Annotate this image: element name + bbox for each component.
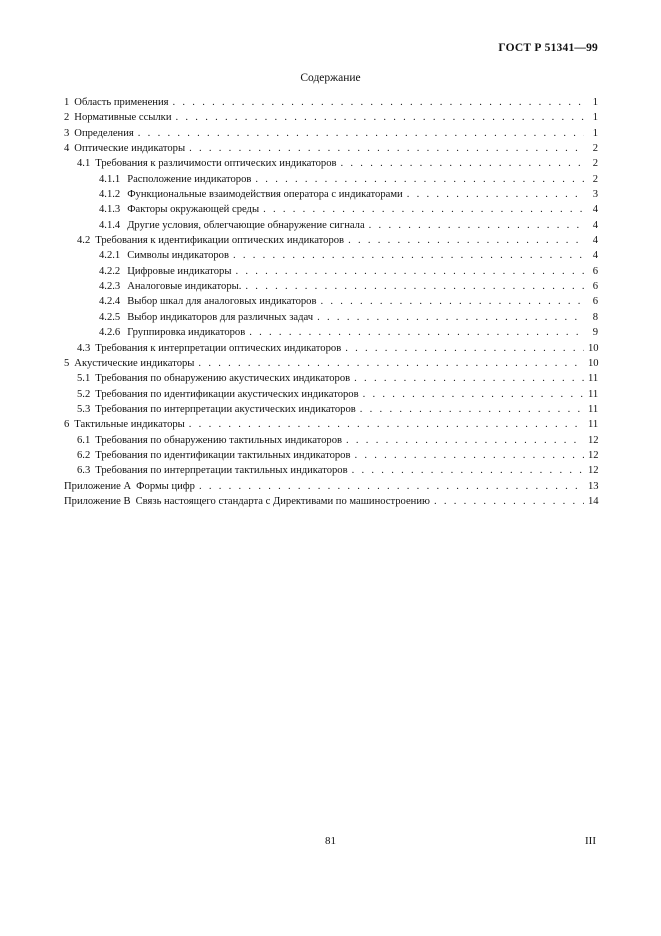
toc-entry-title: Цифровые индикаторы [127,265,232,277]
toc-dot-leader [434,494,584,509]
toc-entry-number: 4.2.4 [99,296,121,308]
toc-entry-page: 1 [592,97,598,108]
toc-entry-number: 6.3 [77,465,91,477]
toc-entry-page: 12 [588,449,599,461]
toc-entry [64,233,598,248]
toc-entry-page: 11 [588,419,599,431]
toc-entry-title: Требования по обнаружению акустических индикаторов [95,373,351,385]
toc-entry [64,479,598,494]
toc-entry [64,141,598,156]
toc-dot-leader [245,279,584,294]
toc-entry-title: Нормативные ссылки [74,112,172,124]
toc-entry [64,494,598,509]
table-of-contents [64,95,598,509]
toc-entry-title: Требования к интерпретации оптических индикаторов [95,342,342,354]
toc-dot-leader [189,417,584,432]
toc-entry [64,110,598,125]
toc-entry-number: 4.2.3 [99,281,121,293]
toc-dot-leader [345,341,584,356]
toc-entry-title: Требования к различимости оптических индикаторов [95,158,337,170]
toc-entry [64,341,598,356]
toc-entry-page: 9 [592,327,598,339]
toc-entry [64,417,598,432]
roman-page-number: III [585,835,596,847]
toc-entry-title: Тактильные индикаторы [74,419,185,431]
toc-entry-title: Требования по идентификации тактильных индикаторов [95,449,351,461]
toc-entry [64,371,598,386]
document-code: ГОСТ Р 51341—99 [498,42,598,54]
toc-entry [64,448,598,463]
toc-dot-leader [176,110,584,125]
page-number: 81 [325,835,336,847]
toc-entry-number: 4.1.1 [99,173,121,185]
toc-dot-leader [189,141,584,156]
toc-dot-leader [255,172,584,187]
toc-entry-number: 4.2.1 [99,250,121,262]
toc-entry-page: 4 [592,204,598,216]
toc-entry-title: Акустические индикаторы [74,357,195,369]
toc-entry-number: 5 [64,357,70,369]
toc-dot-leader [199,479,584,494]
toc-dot-leader [317,310,584,325]
toc-entry-number: 4.1.3 [99,204,121,216]
toc-entry [64,402,598,417]
toc-entry-title: Требования по интерпретации акустических индикаторов [95,403,356,415]
toc-entry-number: Приложение А [64,480,132,492]
toc-entry-page: 11 [588,373,599,385]
toc-entry-title: Выбор шкал для аналоговых индикаторов [127,296,317,308]
toc-entry-page: 12 [588,434,599,446]
toc-entry [64,294,598,309]
toc-entry-title: Требования к идентификации оптических индикаторов [95,235,345,247]
toc-entry [64,325,598,340]
toc-dot-leader [235,264,584,279]
toc-entry [64,279,598,294]
toc-entry-title: Оптические индикаторы [74,143,186,155]
toc-entry-page: 6 [592,281,598,293]
toc-entry-title: Символы индикаторов [127,250,229,262]
toc-entry-page: 3 [592,189,598,201]
toc-entry-page: 10 [588,357,599,369]
toc-entry-title: Область применения [74,97,169,108]
toc-dot-leader [369,218,584,233]
toc-entry-title: Расположение индикаторов [127,173,252,185]
toc-dot-leader [173,95,585,110]
toc-entry-number: 5.2 [77,388,91,400]
toc-entry-page: 4 [592,235,598,247]
toc-dot-leader [407,187,584,202]
toc-entry-title: Аналоговые индикаторы. [127,281,242,293]
toc-entry-page: 1 [592,112,598,124]
toc-dot-leader [138,126,584,141]
toc-entry-title: Требования по идентификации акустических индикаторов [95,388,359,400]
toc-entry [64,126,598,141]
toc-entry [64,156,598,171]
toc-entry-title: Требования по интерпретации тактильных индикаторов [95,465,348,477]
toc-entry-number: 4.2.2 [99,265,121,277]
toc-entry [64,310,598,325]
toc-entry [64,172,598,187]
toc-entry-title: Другие условия, облегчающие обнаружение сигнала [127,219,365,231]
toc-entry-number: 6 [64,419,70,431]
toc-entry-page: 4 [592,219,598,231]
toc-entry [64,248,598,263]
toc-entry-title: Выбор индикаторов для различных задач [127,311,314,323]
toc-dot-leader [198,356,584,371]
toc-entry-title: Формы цифр [136,480,195,492]
toc-entry-page: 1 [592,127,598,139]
toc-entry-page: 13 [588,480,599,492]
toc-entry-number: 4.1.2 [99,189,121,201]
toc-entry-number: 3 [64,127,70,139]
toc-entry-page: 2 [592,143,598,155]
toc-entry [64,187,598,202]
toc-entry [64,264,598,279]
toc-dot-leader [354,448,584,463]
toc-dot-leader [233,248,584,263]
toc-dot-leader [348,233,584,248]
toc-dot-leader [320,294,584,309]
toc-entry-number: 5.3 [77,403,91,415]
toc-dot-leader [249,325,584,340]
toc-entry-number: 4.2.6 [99,327,121,339]
toc-dot-leader [352,463,584,478]
toc-title: Содержание [300,72,361,84]
toc-entry-number: 6.1 [77,434,91,446]
toc-entry-title: Определения [74,127,134,139]
toc-entry-title: Группировка индикаторов [127,327,246,339]
toc-entry-number: 6.2 [77,449,91,461]
toc-entry-number: 4 [64,143,70,155]
toc-entry-number: 5.1 [77,373,91,385]
toc-entry-title: Связь настоящего стандарта с Директивами по машиностроению [135,495,430,507]
toc-entry [64,463,598,478]
toc-entry-number: Приложение В [64,495,131,507]
toc-entry-number: 4.1.4 [99,219,121,231]
toc-entry-title: Функциональные взаимодействия оператора с индикаторами [127,189,403,201]
toc-entry-number: 4.3 [77,342,91,354]
toc-dot-leader [346,433,584,448]
toc-dot-leader [354,371,584,386]
toc-entry-page: 6 [592,265,598,277]
toc-dot-leader [363,387,584,402]
toc-entry-number: 2 [64,112,70,124]
toc-entry-page: 2 [592,173,598,185]
toc-entry [64,218,598,233]
toc-entry-title: Факторы окружающей среды [127,204,260,216]
toc-entry [64,356,598,371]
toc-entry-page: 11 [588,403,599,415]
toc-entry-page: 6 [592,296,598,308]
toc-entry-page: 12 [588,465,599,477]
toc-entry-page: 10 [588,342,599,354]
toc-dot-leader [341,156,585,171]
toc-entry-page: 14 [588,495,599,507]
toc-entry-page: 4 [592,250,598,262]
toc-dot-leader [263,202,584,217]
toc-dot-leader [360,402,584,417]
toc-entry-number: 4.2.5 [99,311,121,323]
toc-entry-number: 1 [64,97,70,108]
toc-entry [64,95,598,110]
toc-entry-page: 2 [592,158,598,170]
toc-entry-page: 8 [592,311,598,323]
toc-entry-page: 11 [588,388,599,400]
toc-entry [64,202,598,217]
toc-entry [64,433,598,448]
toc-entry-number: 4.1 [77,158,91,170]
toc-entry-title: Требования по обнаружению тактильных индикаторов [95,434,343,446]
toc-entry-number: 4.2 [77,235,91,247]
toc-entry [64,387,598,402]
